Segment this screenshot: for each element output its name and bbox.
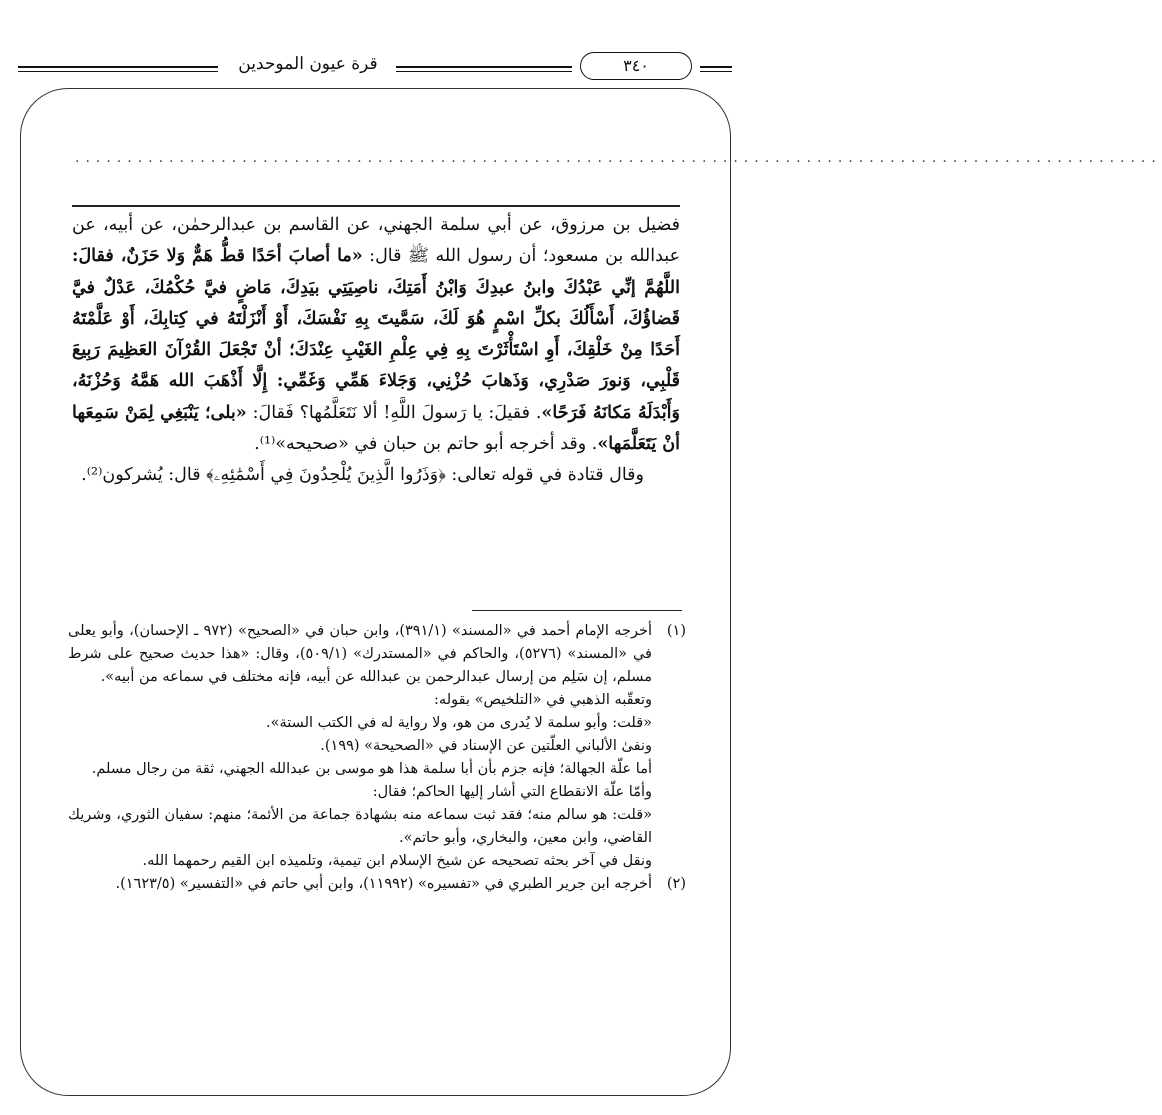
header-rule-left [18, 66, 218, 72]
footnote-line: أما علّة الجهالة؛ فإنه جزم بأن أبا سلمة هذا هو موسى بن عبدالله الجهني، ثقة من رجال مسلم. [91, 761, 652, 777]
footnote-line: أخرجه الإمام أحمد في «المسند» (٣٩١/١)، وابن حبان في «الصحيح» (٩٧٢ ـ الإحسان)، وأبو يعلى في «المسند» (٥٢٧٦)، والحاكم في «المستدرك» (٥٠٩/١)، وقال: «هذا حديث صحيح على شرط مسلم، إن سَلِم من إرسال عبدالرحمن بن عبدالله عن أبيه، فإنه مختلف في سماعه من أبيه». [68, 623, 653, 685]
footnote-line: ونفىٰ الألباني العلّتين عن الإسناد في «الصحيحة» (١٩٩). [320, 738, 652, 754]
footnote-line: وأمّا علّة الانقطاع التي أشار إليها الحاكم؛ فقال: [372, 784, 652, 800]
narration-text: . وقد أخرجه أبو حاتم بن حبان في «صحيحه»⁽¹⁾. [254, 434, 598, 455]
footnote-line: وتعقّبه الذهبي في «التلخيص» بقوله: [434, 692, 652, 708]
running-title: قرة عيون الموحدين [238, 54, 378, 74]
qatada-paragraph: وقال قتادة في قوله تعالى: ﴿وَذَرُوا الَّذِينَ يُلْحِدُونَ فِي أَسْمَٰئِهِۦ﴾ قال: يُشركون⁽²⁾. [81, 465, 644, 486]
footnote-line: أخرجه ابن جرير الطبري في «تفسيره» (١١٩٩٢)، وابن أبي حاتم في «التفسير» (١٦٢٣/٥). [115, 876, 652, 892]
main-text [72, 210, 680, 492]
footnote-number: (٢) [666, 876, 686, 892]
footnote-body [68, 620, 652, 873]
footnote-line: ونقل في آخر بحثه تصحيحه عن شيخ الإسلام ابن تيمية، وتلميذه ابن القيم رحمهما الله. [142, 853, 652, 869]
footnote-rule [472, 610, 682, 611]
ellipsis-separator: ........................................................................................................ [75, 150, 1162, 166]
footnote [68, 620, 686, 873]
page-header [0, 48, 751, 88]
footnote-line: «قلت: هو سالم منه؛ فقد ثبت سماعه منه بشهادة جماعة من الأئمة؛ منهم: سفيان الثوري، وشريك القاضي، وابن معين، والبخاري، وأبو حاتم». [68, 807, 652, 846]
page-number: ٣٤٠ [580, 52, 692, 80]
hadith-quote: «ما أصابَ أحَدًا قطُّ هَمٌّ وَلا حَزَنٌ، فقالَ: اللَّهُمَّ إنِّي عَبْدُكَ وابنُ عبدِكَ وَابْنُ أَمَتِكَ، ناصِيَتِي بيَدِكَ، مَاضٍ فيَّ حُكْمُكَ، عَدْلٌ فيَّ قَضاؤُكَ، أَسْأَلُكَ بكلِّ اسْمٍ هُوَ لَكَ، سَمَّيتَ بِهِ نَفْسَكَ، أَوْ أَنْزَلْتَهُ في كِتابِكَ، أَوْ عَلَّمْتَهُ أَحَدًا مِنْ خَلْقِكَ، أَوِ اسْتَأْثَرْتَ بِهِ فِي عِلْمِ الغَيْبِ عِنْدَكَ؛ أنْ تَجْعَلَ القُرْآنَ العَظِيمَ رَبِيعَ قَلْبِي، وَنورَ صَدْرِي، وَذَهابَ حُزْنِي، وَجَلاءَ هَمِّي وَغَمِّي: إِلَّا أَذْهَبَ الله هَمَّهُ وَحُزْنَهُ، وَأَبْدَلَهُ مَكانَهُ فَرَحًا» [72, 246, 680, 423]
narration-text: فضيل بن مرزوق، عن أبي سلمة الجهني، عن القاسم بن عبدالرحمٰن، عن أبيه، عن عبدالله بن مسعود؛ أن رسول الله ﷺ قال: [72, 215, 681, 267]
narration-text: . فقيلَ: يا رَسولَ اللَّهِ! ألا نَتَعَلَّمُها؟ فَقالَ: [246, 402, 542, 423]
hadith-quote: «بلى؛ يَنْبَغِي لِمَنْ سَمِعَها أنْ يَتَعَلَّمَها» [72, 402, 680, 455]
hadith-paragraph [72, 210, 680, 460]
footnote-number: (١) [666, 623, 686, 639]
footnotes [68, 620, 686, 896]
footnote [68, 873, 686, 896]
footnote-line: «قلت: وأبو سلمة لا يُدرى من هو، ولا رواية له في الكتب الستة». [266, 715, 652, 731]
footnote-body [68, 873, 652, 896]
header-rule-right [700, 66, 732, 72]
header-rule-middle [396, 66, 572, 72]
text-top-rule [72, 205, 680, 207]
